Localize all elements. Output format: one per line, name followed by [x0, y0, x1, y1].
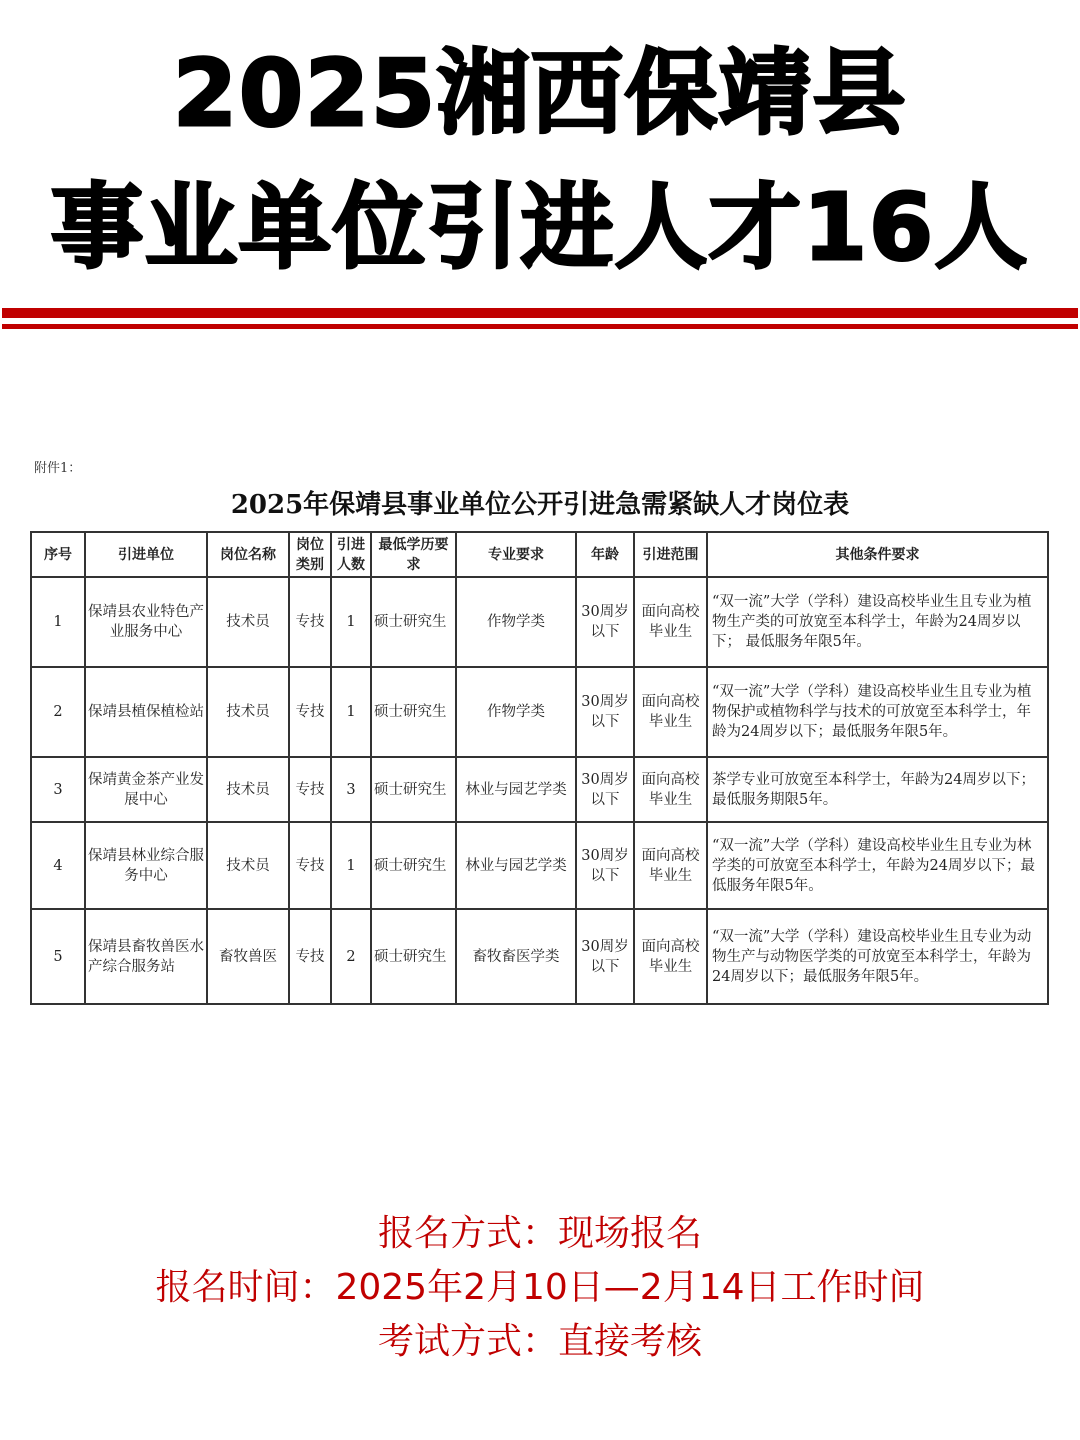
header-unit: 引进单位: [85, 532, 207, 577]
headline-line-2: 事业单位引进人才16人: [50, 174, 1030, 281]
cell-position: 技术员: [207, 577, 289, 667]
cell-other: “双一流”大学（学科）建设高校毕业生且专业为植物生产类的可放宽至本科学士，年龄为24周岁以下； 最低服务年限5年。: [707, 577, 1048, 667]
cell-no: 3: [31, 757, 85, 822]
registration-method: 报名方式：现场报名: [377, 1213, 702, 1254]
cell-unit: 保靖县农业特色产业服务中心: [85, 577, 207, 667]
table-row: [31, 757, 1048, 822]
cell-other: “双一流”大学（学科）建设高校毕业生且专业为植物保护或植物科学与技术的可放宽至本科学士，年龄为24周岁以下；最低服务年限5年。: [707, 667, 1048, 757]
cell-count: 2: [331, 909, 371, 1004]
cell-position: 技术员: [207, 822, 289, 909]
cell-major: 作物学类: [456, 667, 576, 757]
cell-scope: 面向高校毕业生: [634, 667, 707, 757]
cell-scope: 面向高校毕业生: [634, 909, 707, 1004]
cell-no: 5: [31, 909, 85, 1004]
cell-age: 30周岁以下: [576, 909, 634, 1004]
document-title: 2025年保靖县事业单位公开引进急需紧缺人才岗位表: [230, 490, 850, 520]
cell-category: 专技: [289, 667, 331, 757]
cell-position: 畜牧兽医: [207, 909, 289, 1004]
positions-table: [30, 531, 1049, 1005]
header-major: 专业要求: [456, 532, 576, 577]
registration-time: 报名时间：2025年2月10日—2月14日工作时间: [155, 1267, 925, 1308]
cell-position: 技术员: [207, 757, 289, 822]
cell-major: 畜牧畜医学类: [456, 909, 576, 1004]
cell-major: 作物学类: [456, 577, 576, 667]
cell-major: 林业与园艺学类: [456, 822, 576, 909]
table-row: [31, 909, 1048, 1004]
cell-scope: 面向高校毕业生: [634, 577, 707, 667]
cell-category: 专技: [289, 909, 331, 1004]
table-row: [31, 577, 1048, 667]
exam-method: 考试方式：直接考核: [377, 1321, 702, 1362]
header-count: 引进人数: [331, 532, 371, 577]
cell-age: 30周岁以下: [576, 577, 634, 667]
cell-no: 1: [31, 577, 85, 667]
divider-thick: [2, 308, 1078, 318]
cell-position: 技术员: [207, 667, 289, 757]
attachment-label: 附件1：: [34, 461, 82, 476]
cell-age: 30周岁以下: [576, 757, 634, 822]
cell-education: 硕士研究生: [371, 667, 456, 757]
header-other: 其他条件要求: [707, 532, 1048, 577]
cell-category: 专技: [289, 577, 331, 667]
cell-category: 专技: [289, 822, 331, 909]
header-age: 年龄: [576, 532, 634, 577]
cell-education: 硕士研究生: [371, 757, 456, 822]
cell-scope: 面向高校毕业生: [634, 757, 707, 822]
cell-education: 硕士研究生: [371, 909, 456, 1004]
cell-count: 3: [331, 757, 371, 822]
header-scope: 引进范围: [634, 532, 707, 577]
cell-unit: 保靖县林业综合服务中心: [85, 822, 207, 909]
cell-count: 1: [331, 577, 371, 667]
cell-age: 30周岁以下: [576, 667, 634, 757]
cell-category: 专技: [289, 757, 331, 822]
header-category: 岗位类别: [289, 532, 331, 577]
cell-unit: 保靖县植保植检站: [85, 667, 207, 757]
cell-scope: 面向高校毕业生: [634, 822, 707, 909]
cell-education: 硕士研究生: [371, 822, 456, 909]
cell-other: “双一流”大学（学科）建设高校毕业生且专业为林学类的可放宽至本科学士，年龄为24周岁以下；最低服务年限5年。: [707, 822, 1048, 909]
header-education: 最低学历要求: [371, 532, 456, 577]
cell-count: 1: [331, 822, 371, 909]
cell-no: 4: [31, 822, 85, 909]
table-row: [31, 667, 1048, 757]
cell-other: 茶学专业可放宽至本科学士，年龄为24周岁以下；最低服务期限5年。: [707, 757, 1048, 822]
cell-age: 30周岁以下: [576, 822, 634, 909]
cell-no: 2: [31, 667, 85, 757]
cell-other: “双一流”大学（学科）建设高校毕业生且专业为动物生产与动物医学类的可放宽至本科学士，年龄为24周岁以下；最低服务年限5年。: [707, 909, 1048, 1004]
cell-count: 1: [331, 667, 371, 757]
cell-education: 硕士研究生: [371, 577, 456, 667]
table-row: [31, 822, 1048, 909]
headline-line-1: 2025湘西保靖县: [172, 40, 908, 147]
divider-thin: [2, 324, 1078, 329]
cell-unit: 保靖县畜牧兽医水产综合服务站: [85, 909, 207, 1004]
header-no: 序号: [31, 532, 85, 577]
cell-major: 林业与园艺学类: [456, 757, 576, 822]
table-header-row: [31, 532, 1048, 577]
cell-unit: 保靖黄金茶产业发展中心: [85, 757, 207, 822]
header-position: 岗位名称: [207, 532, 289, 577]
